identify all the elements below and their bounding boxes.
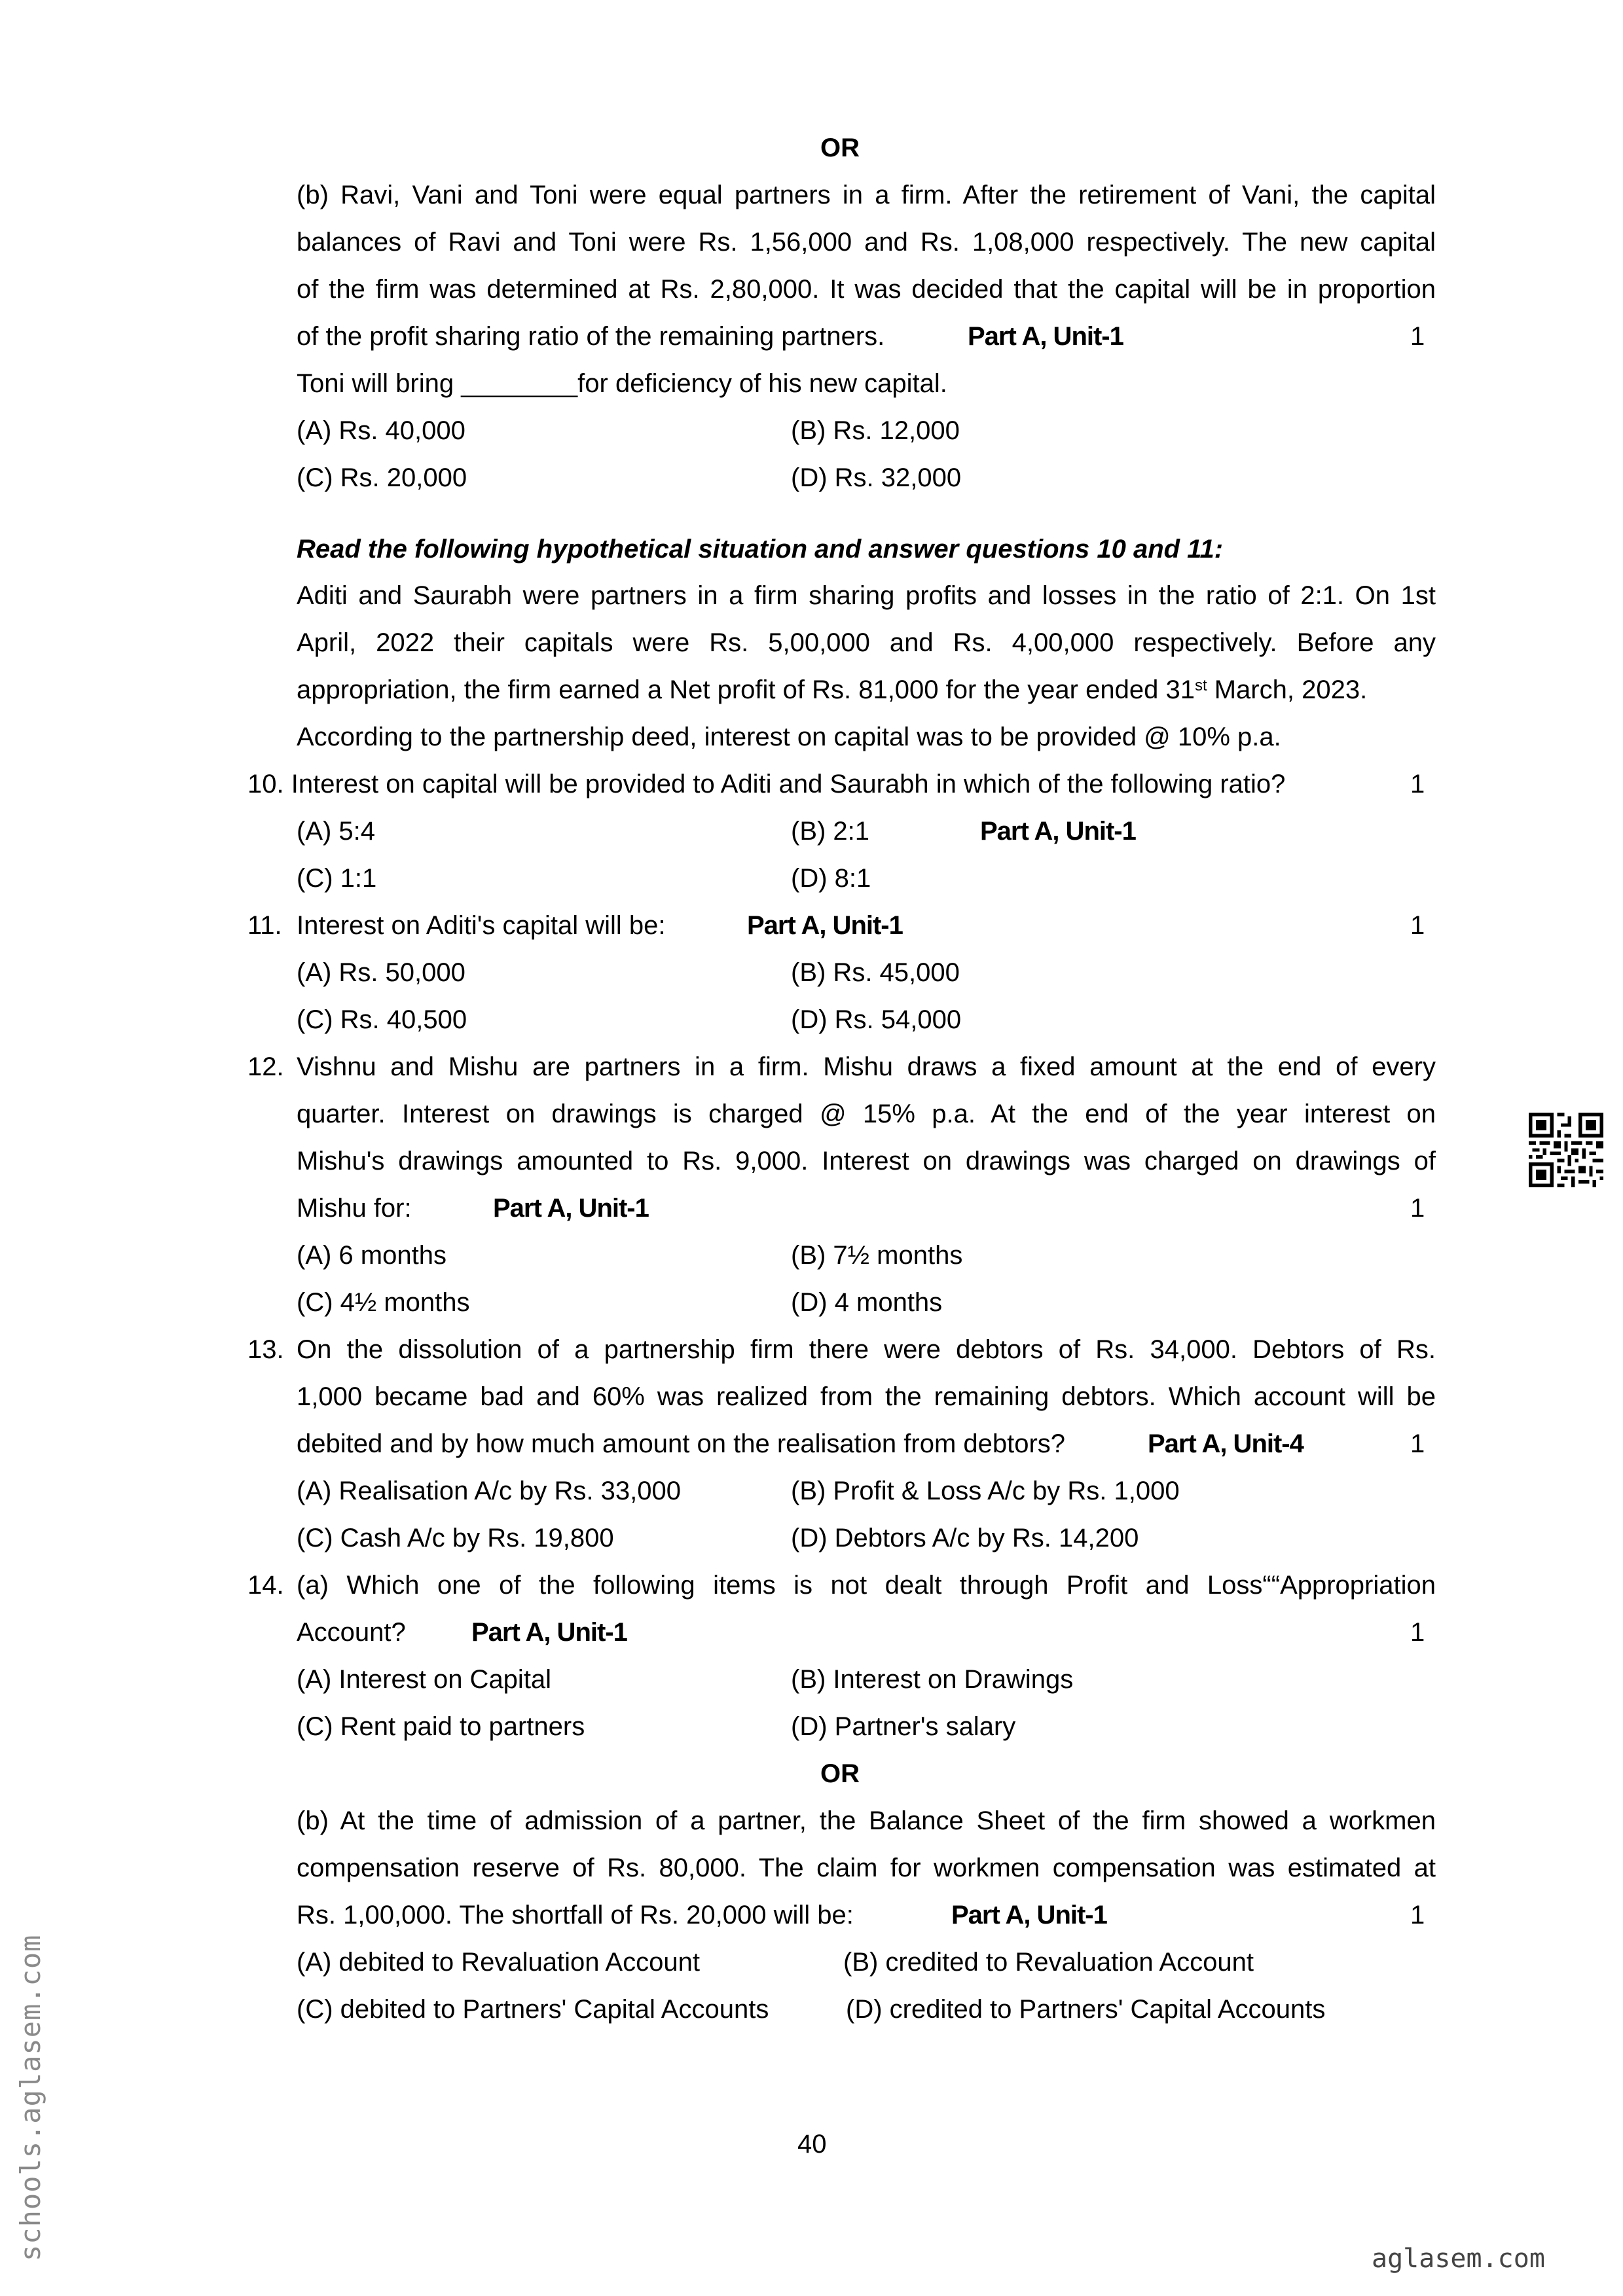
question-number: 13. [247,1335,284,1364]
question-number: 14. [247,1571,284,1600]
situation-line: Aditi and Saurabh were partners in a firm sharing profits and losses in the ratio of 2:1. On 1st [297,581,1436,610]
footer-watermark: aglasem.com [1372,2244,1545,2274]
ordinal-suffix: st [1194,677,1207,694]
situation-line: April, 2022 their capitals were Rs. 5,00,000 and Rs. 4,00,000 respectively. Before any [297,628,1436,657]
unit-tag: Part A, Unit-4 [1148,1429,1304,1458]
q11-text: Interest on Aditi's capital will be: [297,911,666,940]
marks: 1 [1410,322,1425,351]
option: (C) Rent paid to partners [297,1712,585,1741]
question-number: 11. [247,911,282,940]
q13-line: On the dissolution of a partnership firm there were debtors of Rs. 34,000. Debtors of Rs. [297,1335,1436,1364]
q9b-blank-line: Toni will bring ________for deficiency of his new capital. [297,369,947,398]
q12-line: Mishu's drawings amounted to Rs. 9,000. Interest on drawings was charged on drawings of [297,1147,1436,1175]
option: (B) Rs. 45,000 [791,958,960,987]
q14a-line: (a) Which one of the following items is not dealt through Profit and Loss““Appropriation [297,1571,1436,1600]
option: (B) Rs. 12,000 [791,416,960,445]
marks: 1 [1410,1194,1425,1223]
q12-line: Vishnu and Mishu are partners in a firm. Mishu draws a fixed amount at the end of every [297,1052,1436,1081]
question-number: 12. [247,1052,284,1081]
option: (C) Rs. 20,000 [297,463,467,492]
option: (D) Partner's salary [791,1712,1016,1741]
option: (A) debited to Revaluation Account [297,1948,700,1977]
q12-line: quarter. Interest on drawings is charged @ 15% p.a. At the end of the year interest on [297,1100,1436,1128]
unit-tag: Part A, Unit-1 [968,322,1123,351]
option: (A) Interest on Capital [297,1665,552,1694]
option: (C) 1:1 [297,864,377,893]
or-label: OR [820,134,860,162]
option: (B) 7½ months [791,1241,963,1270]
option: (D) Rs. 32,000 [791,463,962,492]
marks: 1 [1410,1901,1425,1929]
q14b-line: compensation reserve of Rs. 80,000. The claim for workmen compensation was estimated at [297,1854,1436,1882]
option: (C) 4½ months [297,1288,470,1317]
option: (C) Rs. 40,500 [297,1005,467,1034]
option: (C) debited to Partners' Capital Accounts [297,1995,769,2024]
option: (B) Interest on Drawings [791,1665,1074,1694]
unit-tag: Part A, Unit-1 [980,817,1136,846]
option: (A) Rs. 40,000 [297,416,465,445]
marks: 1 [1410,1429,1425,1458]
situation-line [297,674,1367,706]
situation-heading: Read the following hypothetical situation and answer questions 10 and 11: [297,535,1224,564]
unit-tag: Part A, Unit-1 [951,1901,1107,1929]
option: (D) 4 months [791,1288,943,1317]
or-label: OR [820,1759,860,1788]
option: (D) credited to Partners' Capital Accounts [846,1995,1326,2024]
q9b-line: of the profit sharing ratio of the remaining partners. [297,322,885,351]
option: (B) 2:1 [791,817,870,846]
q14b-line: (b) At the time of admission of a partner, the Balance Sheet of the firm showed a workmen [297,1806,1436,1835]
option: (B) Profit & Loss A/c by Rs. 1,000 [791,1477,1180,1505]
option: (A) 5:4 [297,817,376,846]
unit-tag: Part A, Unit-1 [471,1618,627,1647]
marks: 1 [1410,1618,1425,1647]
option: (A) Rs. 50,000 [297,958,465,987]
marks: 1 [1410,770,1425,798]
option: (A) 6 months [297,1241,447,1270]
unit-tag: Part A, Unit-1 [493,1194,649,1223]
situation-line-text: March, 2023. [1207,675,1368,704]
q13-line: 1,000 became bad and 60% was realized from the remaining debtors. Which account will be [297,1382,1436,1411]
situation-line-text: appropriation, the firm earned a Net profit of Rs. 81,000 for the year ended 31 [297,675,1195,704]
q9b-line: of the firm was determined at Rs. 2,80,000. It was decided that the capital will be in proportion [297,275,1436,304]
q9b-line: balances of Ravi and Toni were Rs. 1,56,000 and Rs. 1,08,000 respectively. The new capital [297,228,1436,257]
marks: 1 [1410,911,1425,940]
option: (B) credited to Revaluation Account [843,1948,1254,1977]
q14b-line: Rs. 1,00,000. The shortfall of Rs. 20,000 will be: [297,1901,854,1929]
unit-tag: Part A, Unit-1 [747,911,903,940]
option: (D) Debtors A/c by Rs. 14,200 [791,1524,1139,1552]
q9b-line: (b) Ravi, Vani and Toni were equal partners in a firm. After the retirement of Vani, the capital [297,181,1436,209]
q10-text: 10. Interest on capital will be provided to Aditi and Saurabh in which of the following ratio? [247,770,1286,798]
qr-code-icon [1529,1113,1603,1187]
q13-line: debited and by how much amount on the realisation from debtors? [297,1429,1066,1458]
q12-line: Mishu for: [297,1194,412,1223]
option: (D) Rs. 54,000 [791,1005,962,1034]
page-number: 40 [797,2130,827,2159]
option: (C) Cash A/c by Rs. 19,800 [297,1524,614,1552]
q14a-line: Account? [297,1618,406,1647]
side-watermark: schools.aglasem.com [14,1934,46,2261]
option: (A) Realisation A/c by Rs. 33,000 [297,1477,681,1505]
option: (D) 8:1 [791,864,871,893]
situation-line: According to the partnership deed, interest on capital was to be provided @ 10% p.a. [297,723,1281,751]
